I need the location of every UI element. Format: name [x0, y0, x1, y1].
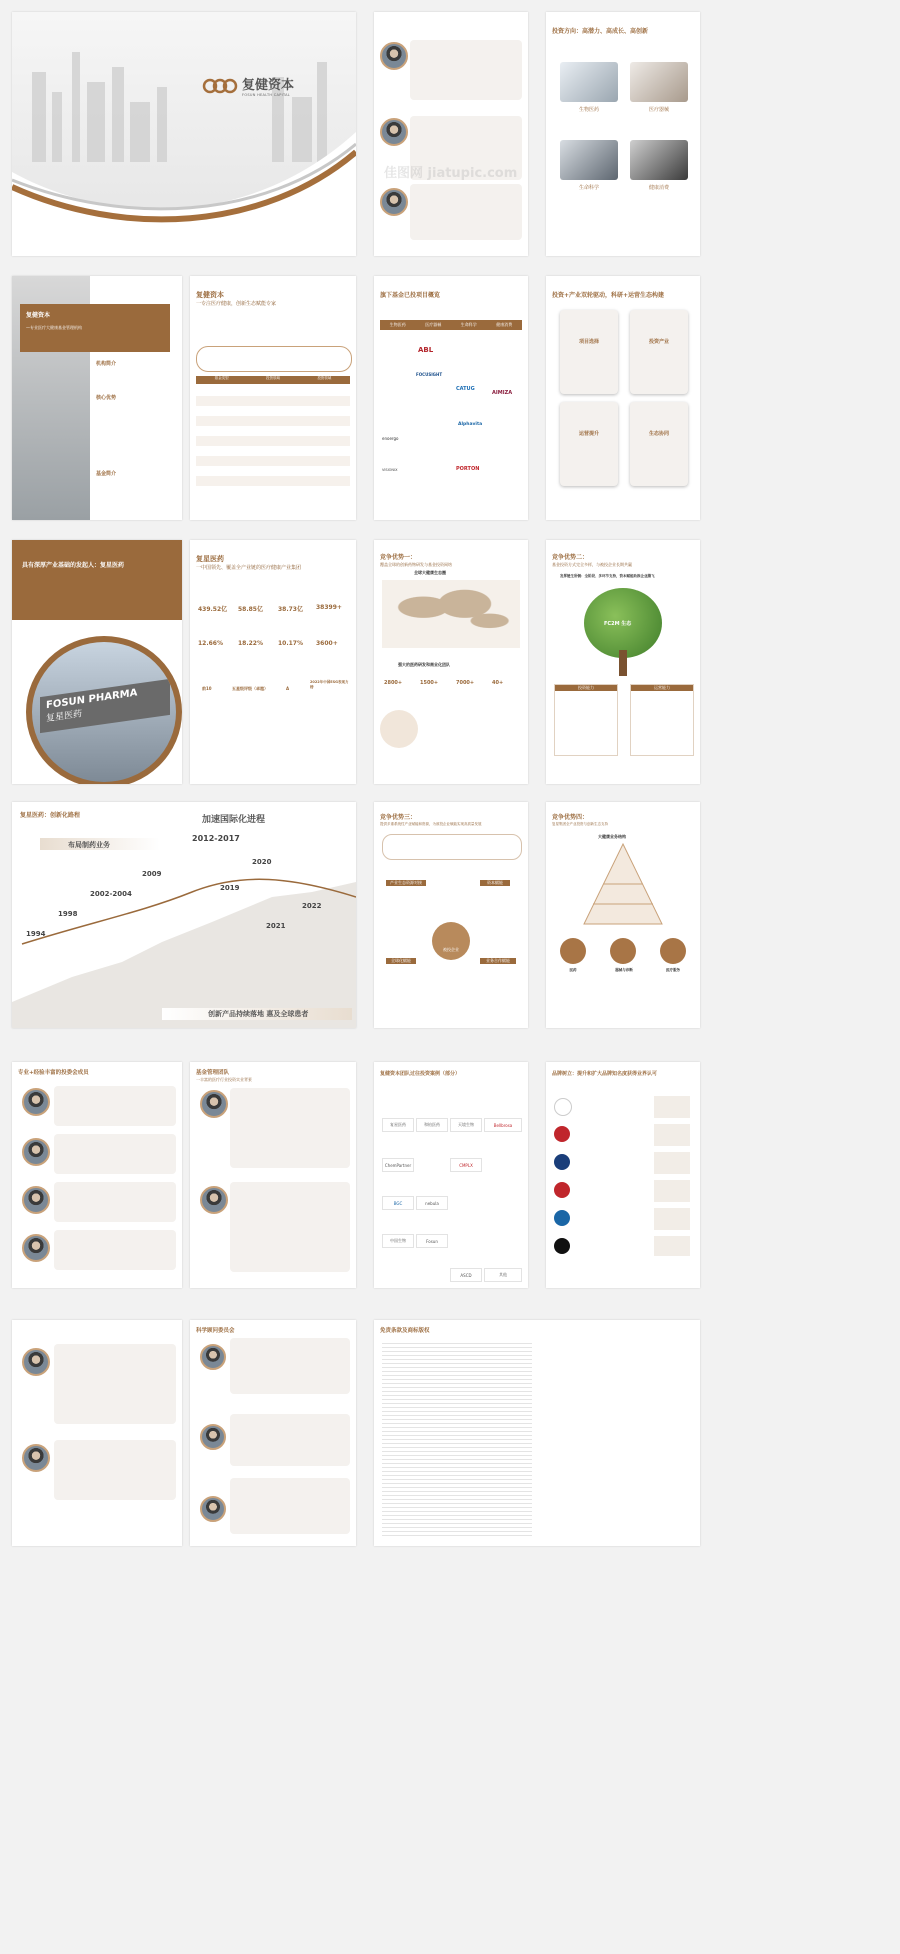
- bio-box: [54, 1440, 176, 1500]
- node-head: 产业生态资源对接: [386, 880, 426, 886]
- table-header: [196, 376, 350, 384]
- award-label: 前10: [202, 686, 212, 691]
- company-logo: AIMIZA: [492, 390, 513, 396]
- team-page-2: [12, 1320, 182, 1546]
- brand-page: [546, 1062, 700, 1288]
- bio-box: [410, 40, 522, 100]
- bio-box: [230, 1478, 350, 1534]
- category-label: 健康消费: [648, 185, 669, 191]
- model-card: [630, 310, 688, 394]
- device-icon: [610, 938, 636, 964]
- team-title: 强大的医药研发和商业化团队: [398, 662, 450, 667]
- card-title: 投资产业: [648, 339, 669, 345]
- legal-text-block: [382, 1340, 532, 1536]
- company-logo: Alphavita: [458, 422, 483, 427]
- service-icon: [660, 938, 686, 964]
- advantage2-page: [546, 540, 700, 784]
- case-logo: 中国生物: [382, 1234, 414, 1248]
- map-title: 全球大健康生态圈: [414, 570, 446, 575]
- page-title: 竞争优势四：: [552, 814, 589, 821]
- strategy-page: [190, 276, 356, 520]
- cover-art: [12, 12, 356, 256]
- company-logo: VISIONIX: [382, 468, 398, 472]
- page-title: 旗下基金已投项目概览: [380, 292, 441, 299]
- page-subtitle: 覆盖全球的创新药物研发与基金投资网络: [380, 562, 452, 567]
- committee-page: [12, 1062, 182, 1288]
- watermark-text: 佳图网 jiatupic.com: [384, 166, 518, 181]
- stat-value: 439.52亿: [198, 606, 228, 613]
- company-logo: enoergo: [382, 436, 399, 441]
- sci-advisory-page: [190, 1320, 356, 1546]
- category-label: 生物医药: [578, 107, 599, 113]
- capability-box: [554, 684, 618, 756]
- pharma-page: [12, 540, 182, 784]
- bio-box: [54, 1230, 176, 1270]
- team-page: [190, 1062, 356, 1288]
- case-logo: Fosun: [416, 1234, 448, 1248]
- col-head: 生物医药: [389, 322, 406, 327]
- sign-board: [40, 679, 170, 733]
- icon-label: 医药: [569, 968, 577, 972]
- section-head: 核心优势: [96, 395, 117, 401]
- page-title: 科学顾问委员会: [196, 1328, 235, 1334]
- page-subtitle: 提供多重系统性产业赋能和资源，为被投企业赋能实现高质量发展: [380, 822, 482, 826]
- timeline-banner: 加速国际化进程: [202, 815, 266, 825]
- timeline-page: [12, 802, 356, 1028]
- model-card: [560, 402, 618, 486]
- bio-box: [410, 184, 522, 240]
- pharma-stats-page: [190, 540, 356, 784]
- award-logo-icon: [554, 1126, 570, 1142]
- icon-label: 器械与诊断: [615, 968, 633, 972]
- col-head: 投资领域: [317, 376, 332, 380]
- company-logo: CATUG: [456, 386, 475, 392]
- pharma-banner: [12, 540, 182, 620]
- page-subtitle: 一中国领先、覆盖全产业链的医疗健康产业集团: [196, 565, 302, 571]
- page-title: 品牌树立：提升和扩大品牌知名度获得业界认可: [552, 1071, 658, 1077]
- banner-title: 具有深厚产业基础的发起人：复星医药: [22, 562, 125, 569]
- intro-title: 复健资本: [26, 312, 51, 319]
- tagline: 发挥链生所侧：全阶段、多环节支持，资本赋能助推企业腾飞: [560, 574, 655, 578]
- certificate-column: [654, 1096, 690, 1256]
- lifesci-photo: [560, 140, 618, 180]
- tree-trunk: [619, 650, 627, 676]
- bio-box: [54, 1134, 176, 1174]
- stat-value: 10.17%: [278, 640, 303, 647]
- legal-page: [374, 1320, 700, 1546]
- consumer-photo: [630, 140, 688, 180]
- page-title: 基金管理团队: [196, 1070, 230, 1076]
- stat-value: 12.66%: [198, 640, 223, 647]
- table-body: [196, 386, 350, 496]
- avatar: [22, 1138, 50, 1166]
- device-photo: [630, 62, 688, 102]
- bio-box: [54, 1182, 176, 1222]
- intro-page: [12, 276, 182, 520]
- node-head: 业务合作赋能: [480, 958, 516, 964]
- avatar: [22, 1234, 50, 1262]
- page-title: 竞争优势三：: [380, 814, 417, 821]
- case-logo: ChemPartner: [382, 1158, 414, 1172]
- page-title: 专业+经验丰富的投委会成员: [18, 1070, 89, 1076]
- invest-direction-page: [546, 12, 700, 256]
- year-label: 1994: [26, 930, 46, 938]
- bio-box: [230, 1414, 350, 1466]
- company-logo: ABL: [418, 346, 434, 354]
- page-title: 竞争优势二：: [552, 554, 589, 561]
- page-title: 复健资本团队过往投资案例（部分）: [380, 1071, 461, 1077]
- avatar: [200, 1186, 228, 1214]
- capability-head: 运营能力: [631, 685, 693, 691]
- year-label: 2012-2017: [192, 834, 240, 843]
- avatar: [200, 1090, 228, 1118]
- year-label: 2009: [142, 870, 162, 878]
- intro-banner: [20, 304, 170, 352]
- case-logo: BGC: [382, 1196, 414, 1210]
- brand-en: FOSUN HEALTH CAPITAL: [242, 93, 291, 97]
- case-logo: 复星医药: [382, 1118, 414, 1132]
- award-logo-icon: [554, 1182, 570, 1198]
- center-node: [432, 922, 470, 960]
- stat-value: 7000+: [456, 680, 475, 686]
- card-title: 运营提升: [578, 431, 599, 437]
- pharma-sign-photo: [26, 636, 182, 784]
- case-logo: 和铂医药: [416, 1118, 448, 1132]
- bio-box: [230, 1088, 350, 1168]
- company-logo: PORTON: [456, 466, 480, 472]
- brand-cn: 复健资本: [242, 78, 295, 93]
- avatar: [22, 1348, 50, 1376]
- page-subtitle: 一丰富的医疗行业投资实业背景: [196, 1077, 252, 1082]
- year-label: 1998: [58, 910, 78, 918]
- medicine-icon: [560, 938, 586, 964]
- year-label: 2020: [252, 858, 272, 866]
- avatar: [380, 42, 408, 70]
- award-label: 2022年中国ESG表现力榜: [310, 680, 349, 689]
- year-label: 2019: [220, 884, 240, 892]
- pyramid-title: 大健康业务结构: [598, 834, 626, 839]
- page-subtitle: 一专注医疗健康，创新生态赋能专家: [196, 301, 277, 307]
- intro-subtitle: —专业医疗大健康基金管理机构: [26, 325, 82, 330]
- portfolio-header: [380, 320, 522, 330]
- advantage1-page: [374, 540, 528, 784]
- category-label: 生命科学: [578, 185, 599, 191]
- segment-label: 布局制药业务: [68, 841, 110, 849]
- page-title: 竞争优势一：: [380, 554, 417, 561]
- advantage4-page: [546, 802, 700, 1028]
- award-logo-icon: [554, 1238, 570, 1254]
- card-title: 生态协同: [648, 431, 669, 437]
- biomed-photo: [560, 62, 618, 102]
- award-logo-icon: [554, 1154, 570, 1170]
- award-label: A: [286, 686, 290, 691]
- avatar: [200, 1344, 226, 1370]
- avatar: [200, 1496, 226, 1522]
- model-card: [630, 402, 688, 486]
- portfolio-page: [374, 276, 528, 520]
- model-card: [560, 310, 618, 394]
- capability-box: [630, 684, 694, 756]
- tree-label: FC2M 生态: [604, 621, 632, 627]
- page-subtitle: 基金投资方式完全多样，与被投企业长期共赢: [552, 562, 632, 567]
- avatar: [22, 1444, 50, 1472]
- cover-logo: [202, 74, 294, 97]
- page-title: 投资+产业双轮驱动，科研+运营生态构建: [552, 292, 665, 299]
- award-logo-icon: [554, 1098, 572, 1116]
- summary-capsule: [196, 346, 352, 372]
- cases-page: [374, 1062, 528, 1288]
- col-head: 基金类型: [214, 376, 229, 380]
- bio-page-1: [374, 12, 528, 256]
- node-head: 资本赋能: [480, 880, 510, 886]
- case-logo: Bellbrosa: [484, 1118, 522, 1132]
- advantage3-page: [374, 802, 528, 1028]
- section-head: 基金简介: [96, 471, 117, 477]
- capability-head: 投资能力: [555, 685, 617, 691]
- stat-value: 38399+: [316, 604, 342, 611]
- col-head: 投资领域: [265, 376, 280, 380]
- year-label: 2002-2004: [90, 890, 132, 898]
- node-head: 全球化赋能: [386, 958, 416, 964]
- col-head: 生命科学: [460, 322, 477, 327]
- case-logo: nebula: [416, 1196, 448, 1210]
- stat-value: 3600+: [316, 640, 338, 647]
- fosun-health-logo-icon: [202, 77, 238, 95]
- stat-value: 58.85亿: [238, 606, 263, 613]
- card-title: 项目选择: [578, 339, 599, 345]
- page-title: 复健资本: [196, 291, 224, 299]
- col-head: 健康消费: [496, 322, 513, 327]
- award-label: 五星级评级（卓越）: [232, 686, 268, 691]
- model-page: [546, 276, 700, 520]
- page-title: 复星医药：创新化路程: [20, 812, 81, 819]
- section-head: 机构简介: [96, 361, 117, 367]
- pyramid-graphic: [546, 802, 700, 1028]
- case-logo: ASCD: [450, 1268, 482, 1282]
- bio-box: [54, 1086, 176, 1126]
- sign-text: FOSUN PHARMA: [46, 687, 138, 712]
- sign-text-cn: 复星医药: [46, 709, 83, 725]
- col-head: 医疗器械: [425, 322, 442, 327]
- stat-value: 2800+: [384, 680, 403, 686]
- year-label: 2022: [302, 902, 322, 910]
- case-logo: 天境生物: [450, 1118, 482, 1132]
- stat-value: 1500+: [420, 680, 439, 686]
- page-title: 复星医药: [196, 555, 224, 563]
- world-map: [382, 580, 520, 648]
- year-label: 2021: [266, 922, 286, 930]
- page-title: 投资方向：高潜力、高成长、高创新: [552, 28, 649, 35]
- avatar: [380, 118, 408, 146]
- avatar: [200, 1424, 226, 1450]
- page-title: 免责条款及商标版权: [380, 1328, 430, 1334]
- stat-value: 40+: [492, 680, 504, 686]
- bio-box: [230, 1338, 350, 1394]
- company-logo: FOCUSIGHT: [416, 372, 443, 377]
- page-subtitle: 复星集团全产业投资与创新生态支持: [552, 822, 608, 826]
- bio-box: [54, 1344, 176, 1424]
- avatar: [380, 188, 408, 216]
- timeline-footer: 创新产品持续落地 惠及全球患者: [208, 1010, 309, 1018]
- avatar: [22, 1088, 50, 1116]
- case-logo: CMPLX: [450, 1158, 482, 1172]
- icon-label: 医疗服务: [666, 968, 680, 972]
- award-logo-icon: [554, 1210, 570, 1226]
- intro-capsule: [382, 834, 522, 860]
- stat-value: 38.73亿: [278, 606, 303, 613]
- highlight-circle: [380, 710, 418, 748]
- avatar: [22, 1186, 50, 1214]
- stat-value: 18.22%: [238, 640, 263, 647]
- case-logo: 其他: [484, 1268, 522, 1282]
- center-label: 被投企业: [443, 947, 459, 952]
- category-label: 医疗器械: [648, 107, 669, 113]
- cover-page: [12, 12, 356, 256]
- bio-box: [230, 1182, 350, 1272]
